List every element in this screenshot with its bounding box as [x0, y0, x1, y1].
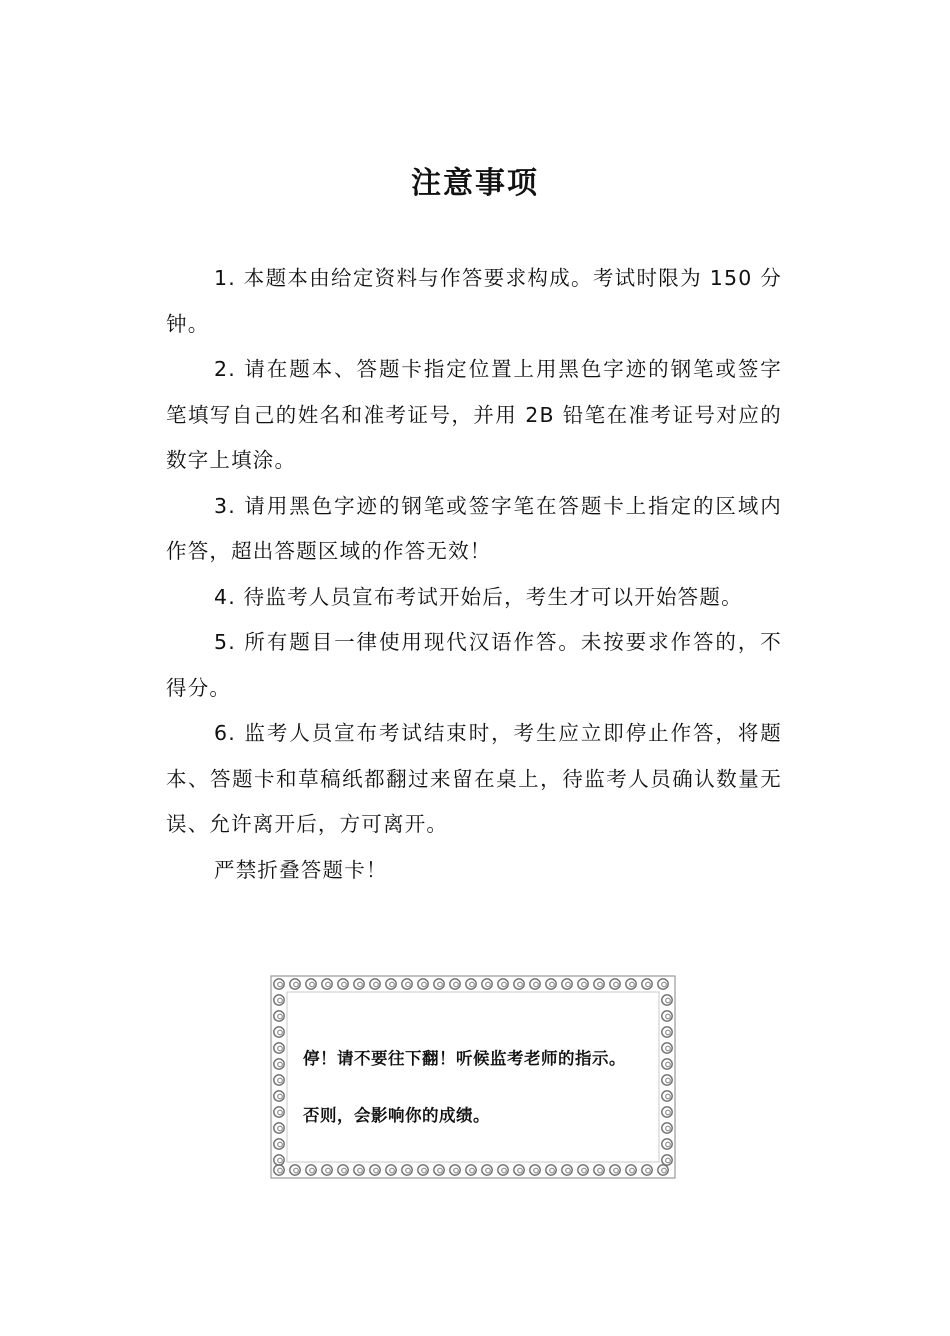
note-1: 1. 本题本由给定资料与作答要求构成。考试时限为 150 分钟。: [166, 266, 782, 336]
note-2: 2. 请在题本、答题卡指定位置上用黑色字迹的钢笔或签字笔填写自己的姓名和准考证号，并用 2B 铅笔在准考证号对应的数字上填涂。: [166, 357, 782, 472]
warning-box: [269, 974, 677, 1180]
note-5: 5. 所有题目一律使用现代汉语作答。未按要求作答的，不得分。: [166, 630, 782, 700]
warning-line-consequence: 否则，会影响你的成绩。: [303, 1106, 490, 1125]
notes-list: [166, 256, 782, 893]
note-4: 4. 待监考人员宣布考试开始后，考生才可以开始答题。: [214, 584, 743, 609]
note-3: 3. 请用黑色字迹的钢笔或签字笔在答题卡上指定的区域内作答，超出答题区域的作答无效！: [166, 493, 782, 563]
decorative-scroll-border: [269, 974, 677, 1180]
note-no-folding: 严禁折叠答题卡！: [214, 857, 388, 882]
warning-line-stop: 停！请不要往下翻！听候监考老师的指示。: [303, 1049, 626, 1068]
page-title: 注意事项: [411, 166, 539, 201]
note-6: 6. 监考人员宣布考试结束时，考生应立即停止作答，将题本、答题卡和草稿纸都翻过来留在桌上，待监考人员确认数量无误、允许离开后，方可离开。: [166, 721, 782, 836]
